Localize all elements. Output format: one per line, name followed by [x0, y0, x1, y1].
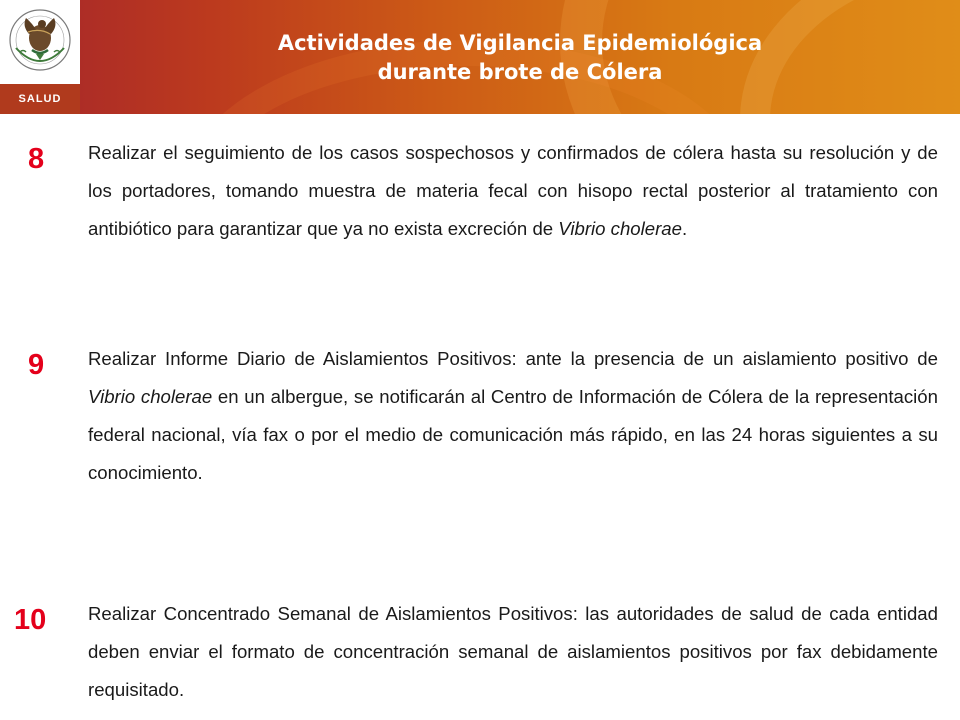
logo-label: SALUD: [0, 84, 80, 114]
item-text-part: en un albergue, se notificarán al Centro de Información de Cólera de la representación federal nacional, vía fax o por el medio de comunicación más rápido, en las 24 horas siguientes a su conocimiento.: [88, 386, 938, 483]
item-number: 8: [28, 143, 45, 175]
item-text-part: .: [682, 218, 688, 239]
item-text: [88, 134, 938, 248]
salud-logo: [0, 0, 80, 114]
item-number: 10: [14, 604, 47, 636]
title-line-2: durante brote de Cólera: [377, 60, 663, 84]
species-name: Vibrio cholerae: [558, 218, 682, 239]
item-text: [88, 340, 938, 492]
item-text-part: Realizar el seguimiento de los casos sospechosos y confirmados de cólera hasta su resolución y de los portadores, tomando muestra de materia fecal con hisopo rectal posterior al tratamiento con antibiótico para garantizar que ya no exista excreción de: [88, 142, 938, 239]
header-banner: [0, 0, 960, 114]
item-text-part: Realizar Informe Diario de Aislamientos Positivos: ante la presencia de un aislamiento positivo de: [88, 348, 938, 369]
item-text-part: Realizar Concentrado Semanal de Aislamientos Positivos: las autoridades de salud de cada entidad deben enviar el formato de concentración semanal de aislamientos positivos por fax debidamente requisitado.: [88, 603, 938, 700]
eagle-emblem-icon: [6, 4, 74, 82]
title-line-1: Actividades de Vigilancia Epidemiológica: [277, 31, 763, 55]
page-title: [160, 29, 880, 87]
item-text: [88, 595, 938, 709]
species-name: Vibrio cholerae: [88, 386, 213, 407]
item-number: 9: [28, 349, 45, 381]
